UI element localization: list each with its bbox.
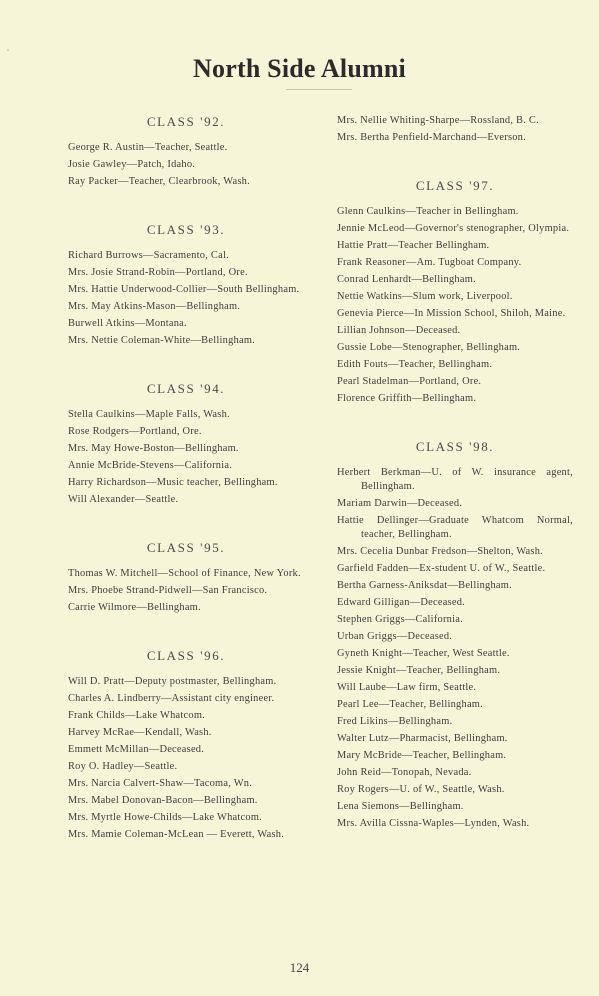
alumni-entry: Rose Rodgers—Portland, Ore.: [68, 426, 202, 437]
alumni-entry: Mrs. Bertha Penfield-Marchand—Everson.: [337, 132, 526, 143]
alumni-entry: Jennie McLeod—Governor's stenographer, Olympia.: [337, 223, 570, 234]
alumni-entry: Mrs. May Howe-Boston—Bellingham.: [68, 443, 239, 454]
alumni-entry: Will Alexander—Seattle.: [68, 494, 179, 505]
alumni-entry: Jessie Knight—Teacher, Bellingham.: [337, 665, 501, 676]
left-column: [68, 114, 304, 875]
alumni-entry: Walter Lutz—Pharmacist, Bellingham.: [337, 733, 508, 744]
alumni-entry: Mrs. Phoebe Strand-Pidwell—San Francisco.: [68, 585, 268, 596]
class-heading: CLASS '92.: [146, 114, 226, 129]
class-heading: CLASS '97.: [415, 178, 495, 193]
alumni-entry: Genevia Pierce—In Mission School, Shiloh, Maine.: [337, 308, 566, 319]
alumni-entry: Harvey McRae—Kendall, Wash.: [68, 727, 212, 738]
right-column: [337, 114, 573, 864]
class-heading: CLASS '96.: [146, 648, 226, 663]
alumni-entry: Herbert Berkman—U. of W. insurance agent, Bellingham.: [337, 467, 573, 492]
alumni-entry: Fred Likins—Bellingham.: [337, 716, 453, 727]
alumni-entry: Josie Gawley—Patch, Idaho.: [68, 159, 196, 170]
alumni-entry: Roy Rogers—U. of W., Seattle, Wash.: [337, 784, 505, 795]
class-heading: CLASS '95.: [146, 540, 226, 555]
alumni-entry: Florence Griffith—Bellingham.: [337, 393, 477, 404]
class-section-class-94: [68, 381, 304, 507]
alumni-entry: Mariam Darwin—Deceased.: [337, 498, 463, 509]
alumni-entry: Garfield Fadden—Ex-student U. of W., Seattle.: [337, 563, 546, 574]
class-heading: CLASS '93.: [146, 222, 226, 237]
alumni-entry: Mrs. Cecelia Dunbar Fredson—Shelton, Wash.: [337, 546, 543, 557]
alumni-entry: Conrad Lenhardt—Bellingham.: [337, 274, 476, 285]
alumni-entry: Mrs. Avilla Cissna-Waples—Lynden, Wash.: [337, 818, 530, 829]
alumni-entry: Harry Richardson—Music teacher, Bellingham.: [68, 477, 278, 488]
alumni-entry: Carrie Wilmore—Bellingham.: [68, 602, 201, 613]
alumni-entry: Mrs. Mabel Donovan-Bacon—Bellingham.: [68, 795, 258, 806]
alumni-entry: Gussie Lobe—Stenographer, Bellingham.: [337, 342, 521, 353]
alumni-entry: Burwell Atkins—Montana.: [68, 318, 187, 329]
class-section-class-98: [337, 439, 573, 831]
alumni-entry: Urban Griggs—Deceased.: [337, 631, 453, 642]
alumni-entry: Glenn Caulkins—Teacher in Bellingham.: [337, 206, 519, 217]
alumni-entry: Will D. Pratt—Deputy postmaster, Bellingham.: [68, 676, 277, 687]
class-section-class-93: [68, 222, 304, 348]
alumni-entry: Richard Burrows—Sacramento, Cal.: [68, 250, 229, 261]
alumni-entry: Hattie Pratt—Teacher Bellingham.: [337, 240, 490, 251]
alumni-entry: Frank Reasoner—Am. Tugboat Company.: [337, 257, 522, 268]
alumni-entry: Bertha Garness-Aniksdat—Bellingham.: [337, 580, 512, 591]
alumni-entry: Mrs. Mamie Coleman-McLean — Everett, Wash.: [68, 829, 285, 840]
title-divider: [286, 89, 352, 90]
alumni-entry: Roy O. Hadley—Seattle.: [68, 761, 178, 772]
alumni-entry: Emmett McMillan—Deceased.: [68, 744, 205, 755]
page-title: North Side Alumni: [193, 54, 406, 84]
alumni-entry: Lena Siemons—Bellingham.: [337, 801, 464, 812]
alumni-entry: Pearl Stadelman—Portland, Ore.: [337, 376, 482, 387]
alumni-entry: Mary McBride—Teacher, Bellingham.: [337, 750, 507, 761]
alumni-entry: Edith Fouts—Teacher, Bellingham.: [337, 359, 493, 370]
class-section-continued: [337, 114, 573, 145]
class-section-class-95: [68, 540, 304, 615]
alumni-entry: Ray Packer—Teacher, Clearbrook, Wash.: [68, 176, 250, 187]
alumni-entry: Pearl Lee—Teacher, Bellingham.: [337, 699, 483, 710]
alumni-entry: Stella Caulkins—Maple Falls, Wash.: [68, 409, 230, 420]
alumni-entry: Lillian Johnson—Deceased.: [337, 325, 461, 336]
alumni-entry: Mrs. Narcia Calvert-Shaw—Tacoma, Wn.: [68, 778, 253, 789]
alumni-entry: George R. Austin—Teacher, Seattle.: [68, 142, 228, 153]
alumni-entry: Annie McBride-Stevens—California.: [68, 460, 233, 471]
class-section-class-96: [68, 648, 304, 842]
paper-speck: [7, 49, 9, 51]
alumni-entry: Gyneth Knight—Teacher, West Seattle.: [337, 648, 510, 659]
class-heading: CLASS '98.: [415, 439, 495, 454]
alumni-entry: Hattie Dellinger—Graduate Whatcom Normal, teacher, Bellingham.: [337, 515, 573, 540]
alumni-entry: Charles A. Lindberry—Assistant city engineer.: [68, 693, 275, 704]
alumni-entry: Stephen Griggs—California.: [337, 614, 463, 625]
alumni-entry: Will Laube—Law firm, Seattle.: [337, 682, 477, 693]
alumni-entry: Nettie Watkins—Slum work, Liverpool.: [337, 291, 513, 302]
class-section-class-97: [337, 178, 573, 406]
alumni-entry: Edward Gilligan—Deceased.: [337, 597, 466, 608]
class-section-class-92: [68, 114, 304, 189]
alumni-entry: Frank Childs—Lake Whatcom.: [68, 710, 206, 721]
alumni-entry: Mrs. Josie Strand-Robin—Portland, Ore.: [68, 267, 248, 278]
alumni-entry: John Reid—Tonopah, Nevada.: [337, 767, 472, 778]
alumni-entry: Thomas W. Mitchell—School of Finance, New York.: [68, 568, 301, 579]
page-number: 124: [289, 960, 310, 975]
alumni-entry: Mrs. Hattie Underwood-Collier—South Bellingham.: [68, 284, 300, 295]
alumni-entry: Mrs. Nettie Coleman-White—Bellingham.: [68, 335, 256, 346]
class-heading: CLASS '94.: [146, 381, 226, 396]
alumni-entry: Mrs. Nellie Whiting-Sharpe—Rossland, B. C.: [337, 115, 539, 126]
alumni-entry: Mrs. May Atkins-Mason—Bellingham.: [68, 301, 241, 312]
alumni-entry: Mrs. Myrtle Howe-Childs—Lake Whatcom.: [68, 812, 263, 823]
